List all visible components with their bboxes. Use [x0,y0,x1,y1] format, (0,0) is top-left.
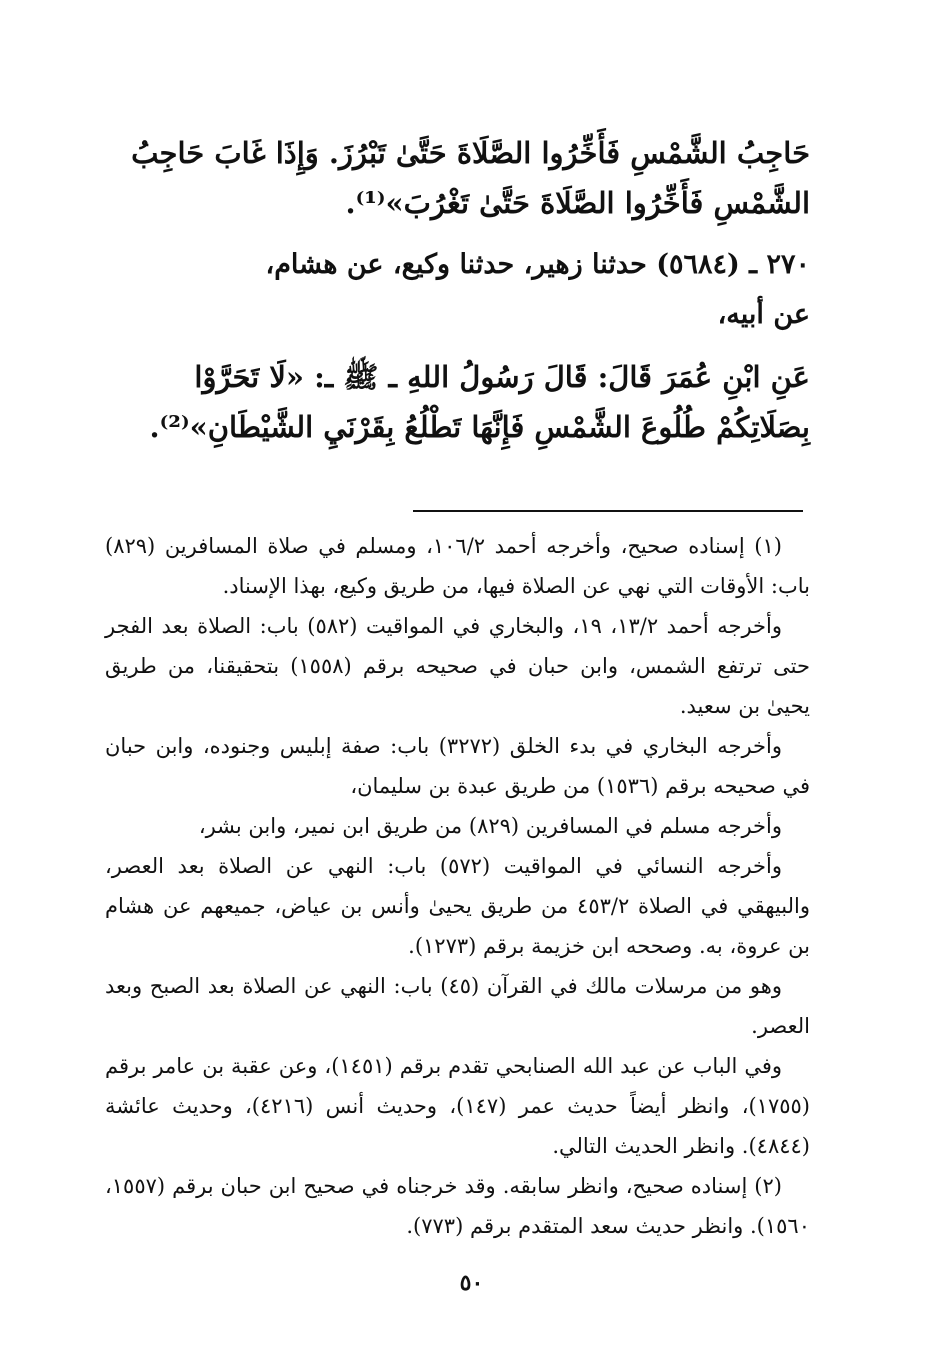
main-text [100,128,810,464]
footnote-separator [413,510,803,512]
footnote-paragraph: وأخرجه البخاري في بدء الخلق (٣٢٧٢) باب: صفة إبليس وجنوده، وابن حبان في صحيحه برقم (١٥٣٦) من طريق عبدة بن سليمان، [105,734,810,798]
hadith-matn [100,352,810,452]
hadith-isnad [100,240,810,340]
footnote-paragraph: (١) إسناده صحيح، وأخرجه أحمد ١٠٦/٢، ومسلم في صلاة المسافرين (٨٢٩) باب: الأوقات التي نهي عن الصلاة فيها، من طريق وكيع، بهذا الإسناد. [105,534,810,598]
page-number: ٥٠ [459,1270,484,1296]
isnad-line: ٢٧٠ ـ (٥٦٨٤) حدثنا زهير، حدثنا وكيع، عن هشام، [265,249,810,280]
footnote-paragraph: (٢) إسناده صحيح، وانظر سابقه. وقد خرجناه في صحيح ابن حبان برقم (١٥٥٧، ١٥٦٠). وانظر حديث سعد المتقدم برقم (٧٧٣). [105,1174,810,1238]
footnotes [105,526,810,1246]
footnote-paragraph: وأخرجه النسائي في المواقيت (٥٧٢) باب: النهي عن الصلاة بعد العصر، والبيهقي في الصلاة ٤٥٣/٢ من طريق يحيىٰ وأنس بن عياض، جميعهم عن هشام بن عروة، به. وصححه ابن خزيمة برقم (١٢٧٣). [105,854,810,958]
matn-line: بِصَلَاتِكُمْ طُلُوعَ الشَّمْسِ فَإِنَّهَا تَطْلُعُ بِقَرْنَيِ الشَّيْطَانِ»⁽²⁾. [149,410,810,444]
footnote-paragraph: وهو من مرسلات مالك في القرآن (٤٥) باب: النهي عن الصلاة بعد الصبح وبعد العصر. [105,974,810,1038]
hadith-continuation [100,128,810,228]
matn-line: عَنِ ابْنِ عُمَرَ قَالَ: قَالَ رَسُولُ اللهِ ـ ﷺ ـ: «لَا تَحَرَّوْا [194,360,810,394]
hadith-line: الشَّمْسِ فَأَخِّرُوا الصَّلَاةَ حَتَّىٰ تَغْرُبَ»⁽¹⁾. [345,186,810,220]
hadith-line: حَاجِبُ الشَّمْسِ فَأَخِّرُوا الصَّلَاةَ حَتَّىٰ تَبْرُزَ. وَإِذَا غَابَ حَاجِبُ [131,136,810,170]
footnote-paragraph: وأخرجه مسلم في المسافرين (٨٢٩) من طريق ابن نمير، وابن بشر، [198,814,782,838]
footnote-paragraph: وفي الباب عن عبد الله الصنابحي تقدم برقم (١٤٥١)، وعن عقبة بن عامر برقم (١٧٥٥)، وانظر أيضاً حديث عمر (١٤٧)، وحديث أنس (٤٢١٦)، وحديث عائشة (٤٨٤٤). وانظر الحديث التالي. [105,1054,810,1158]
footnote-paragraph: وأخرجه أحمد ١٣/٢، ١٩، والبخاري في المواقيت (٥٨٢) باب: الصلاة بعد الفجر حتى ترتفع الشمس، وابن حبان في صحيحه برقم (١٥٥٨) بتحقيقنا، من طريق يحيىٰ بن سعيد. [105,614,810,718]
isnad-line: عن أبيه، [717,299,810,330]
